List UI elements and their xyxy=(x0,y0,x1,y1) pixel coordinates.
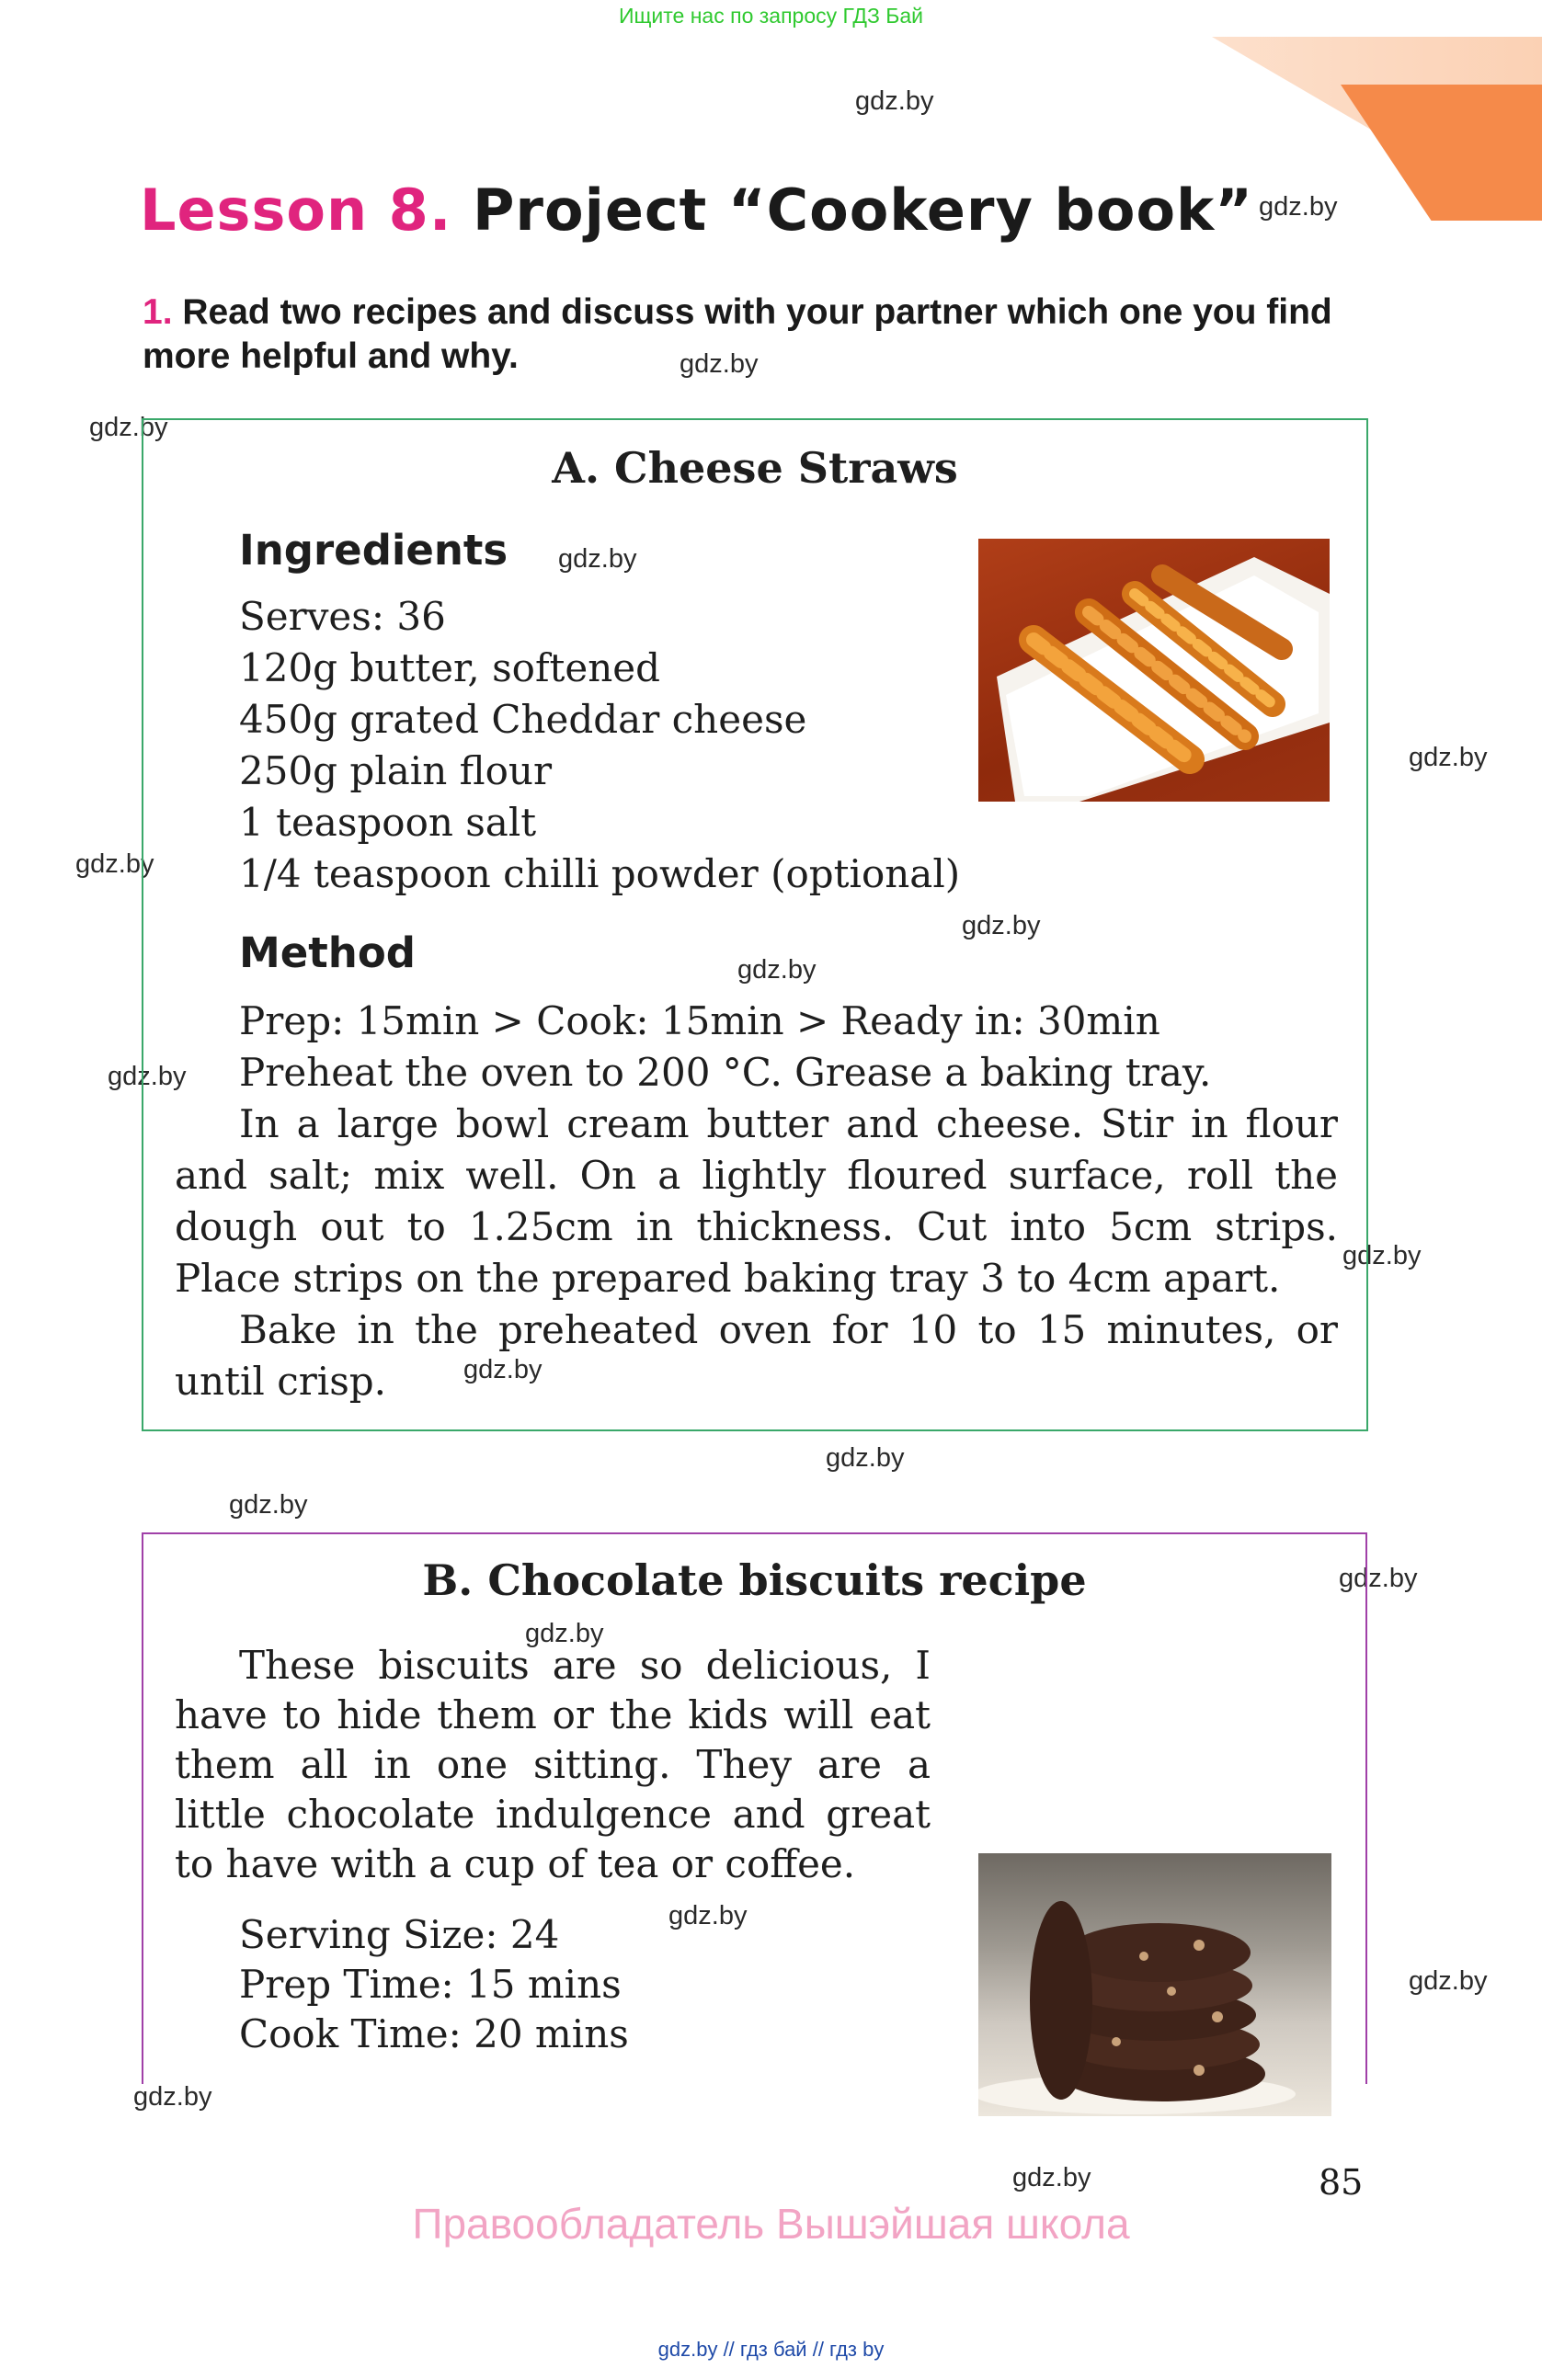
watermark: gdz.by xyxy=(463,1355,543,1384)
method-step: Bake in the preheated oven for 10 to 15 minutes, or until crisp. xyxy=(175,1307,1338,1404)
ingredient-item: 120g butter, softened xyxy=(239,645,661,690)
lesson-heading xyxy=(140,177,1253,244)
recipe-b-intro: These biscuits are so delicious, I have to hide them or the kids will eat them all in one sitting. They are a little chocolate indulgence and great to have with a cup of tea or coffee. xyxy=(175,1643,931,1886)
corner-decoration-orange xyxy=(1341,85,1542,221)
footer-links[interactable]: gdz.by // гдз бай // гдз by xyxy=(657,2338,885,2361)
task-instruction xyxy=(143,290,1375,379)
cheese-straws-illustration xyxy=(978,539,1330,802)
watermark: gdz.by xyxy=(1259,192,1338,222)
ingredient-item: 1 teaspoon salt xyxy=(239,800,537,845)
watermark: gdz.by xyxy=(133,2082,212,2112)
method-body xyxy=(175,1099,1338,1407)
watermark: gdz.by xyxy=(668,1901,748,1930)
serving-size: Serving Size: 24 xyxy=(239,1912,560,1957)
recipe-b-title: B. Chocolate biscuits recipe xyxy=(422,1555,1087,1605)
watermark: gdz.by xyxy=(229,1490,308,1520)
method-step: In a large bowl cream butter and cheese. Stir in flour and salt; mix well. On a lightly floured surface, roll the dough out to 1.25cm in thickness. Cut into 5cm strips. Place strips on the prepared baking tray 3 to 4cm apart. xyxy=(175,1101,1338,1301)
watermark: gdz.by xyxy=(108,1062,187,1091)
page-number: 85 xyxy=(1319,2162,1364,2203)
watermark: gdz.by xyxy=(737,955,817,985)
chocolate-biscuits-photo xyxy=(978,1853,1331,2116)
ingredient-item: 250g plain flour xyxy=(239,748,553,793)
method-heading: Method xyxy=(239,928,416,977)
ingredient-item: 1/4 teaspoon chilli powder (optional) xyxy=(239,851,961,896)
lesson-title: Project “Cookery book” xyxy=(472,177,1254,244)
cheese-straws-photo xyxy=(978,539,1330,802)
watermark: gdz.by xyxy=(1409,743,1488,772)
ingredient-item: 450g grated Cheddar cheese xyxy=(239,697,807,742)
top-banner[interactable]: Ищите нас по запросу ГДЗ Бай xyxy=(618,4,924,28)
watermark: gdz.by xyxy=(558,544,637,574)
task-number: 1. xyxy=(143,292,173,332)
watermark: gdz.by xyxy=(855,86,934,116)
prep-time: Prep Time: 15 mins xyxy=(239,1962,622,2007)
method-step: Preheat the oven to 200 °C. Grease a baking tray. xyxy=(239,1050,1212,1095)
chocolate-biscuits-illustration xyxy=(978,1853,1331,2116)
recipe-a-title: A. Cheese Straws xyxy=(552,443,958,493)
ingredient-item: Serves: 36 xyxy=(239,594,446,639)
watermark: gdz.by xyxy=(1409,1966,1488,1996)
cook-time: Cook Time: 20 mins xyxy=(239,2011,629,2056)
copyright-notice: Правообладатель Вышэйшая школа xyxy=(412,2200,1130,2248)
watermark: gdz.by xyxy=(680,349,759,379)
watermark: gdz.by xyxy=(962,911,1041,940)
method-times: Prep: 15min > Cook: 15min > Ready in: 30min xyxy=(239,998,1160,1043)
ingredients-heading: Ingredients xyxy=(239,526,508,575)
watermark: gdz.by xyxy=(525,1619,604,1648)
task-text: Read two recipes and discuss with your partner which one you find more helpful and why. xyxy=(143,292,1332,376)
watermark: gdz.by xyxy=(75,849,154,879)
watermark: gdz.by xyxy=(1339,1564,1418,1593)
watermark: gdz.by xyxy=(1342,1241,1422,1270)
watermark: gdz.by xyxy=(1012,2163,1091,2192)
lesson-label: Lesson 8. xyxy=(140,177,452,244)
watermark: gdz.by xyxy=(826,1443,905,1473)
watermark: gdz.by xyxy=(89,413,168,442)
